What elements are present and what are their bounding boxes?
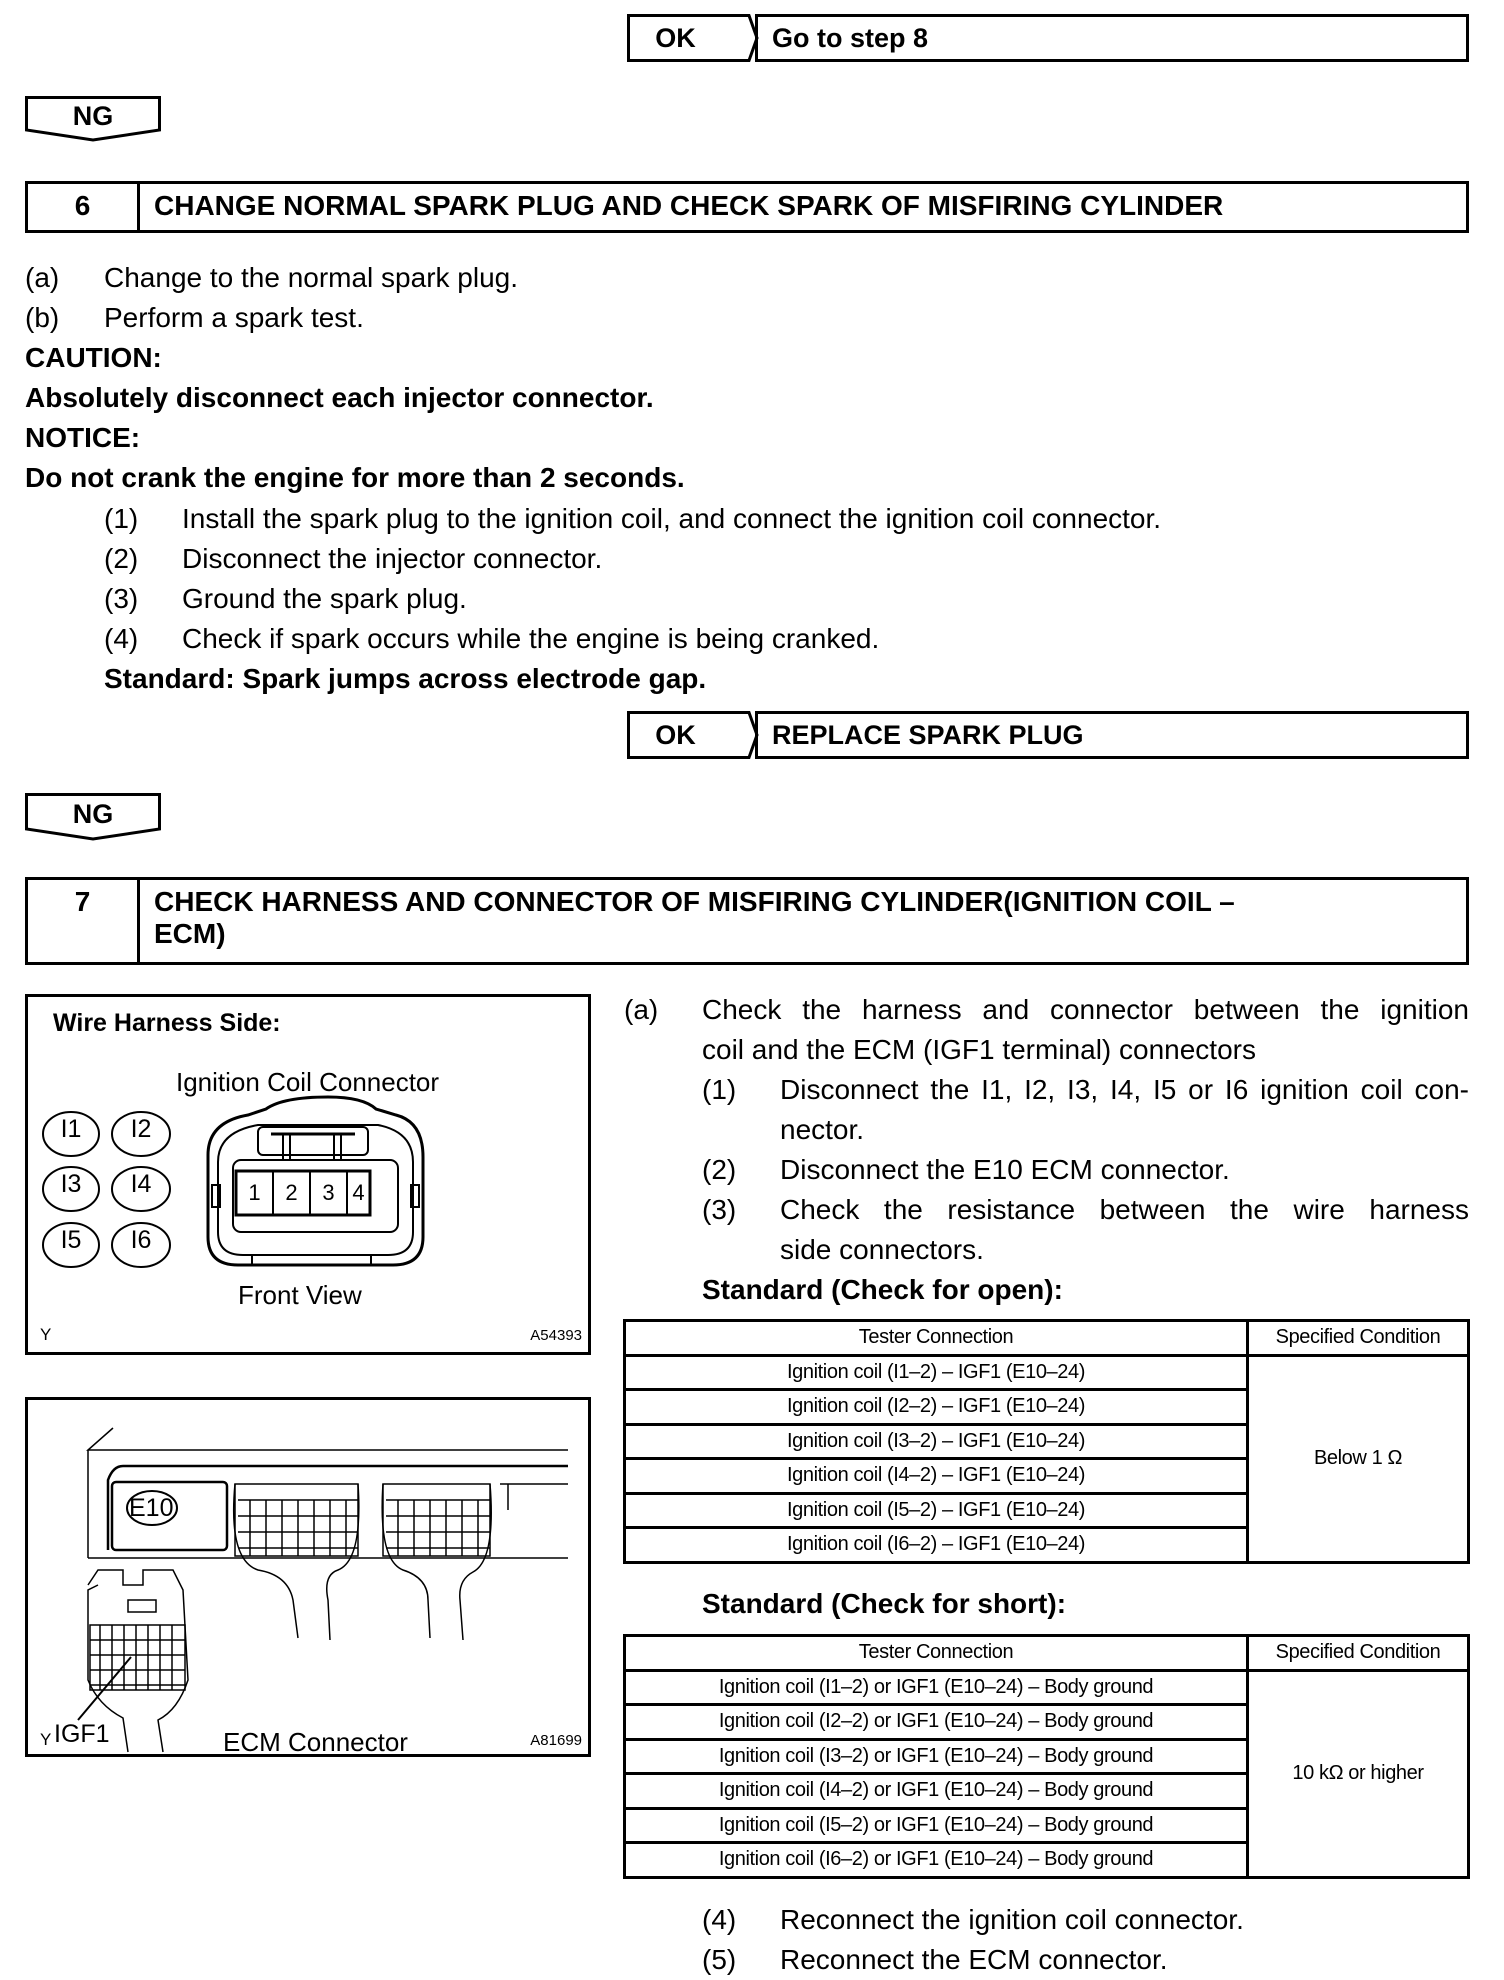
standard-text: Standard: Spark jumps across electrode gap. bbox=[104, 663, 707, 694]
table-header-row bbox=[625, 1636, 1469, 1671]
figure-id: A54393 bbox=[530, 1327, 582, 1344]
ecm-connector-drawing bbox=[28, 1400, 588, 1754]
ng-tab bbox=[25, 793, 161, 846]
coil-label-i4: I4 bbox=[130, 1170, 152, 1198]
substep-label: (4) bbox=[702, 1904, 737, 1935]
table-cell: Ignition coil (I6–2) – IGF1 (E10–24) bbox=[625, 1528, 1248, 1563]
open-standard-title: Standard (Check for open): bbox=[702, 1274, 1063, 1305]
corner-label: Y bbox=[40, 1730, 52, 1749]
substep-text: Check the resistance between the wire harness bbox=[780, 1194, 1469, 1225]
substep-text: Disconnect the injector connector. bbox=[182, 543, 603, 574]
table-header-row bbox=[625, 1321, 1469, 1356]
substep-label: (2) bbox=[104, 543, 139, 574]
substep-label: (5) bbox=[702, 1944, 737, 1975]
substep-label: (1) bbox=[104, 503, 139, 534]
table-cell: Ignition coil (I6–2) or IGF1 (E10–24) – Body ground bbox=[625, 1843, 1248, 1878]
item-label: (a) bbox=[624, 994, 659, 1025]
substep-label: (1) bbox=[702, 1074, 737, 1105]
figure-caption: ECM Connector bbox=[223, 1727, 408, 1757]
table-cell: Ignition coil (I4–2) or IGF1 (E10–24) – Body ground bbox=[625, 1774, 1248, 1809]
item-text: coil and the ECM (IGF1 terminal) connectors bbox=[702, 1034, 1256, 1065]
ok-target: Go to step 8 bbox=[755, 14, 1469, 62]
step-7-header bbox=[25, 877, 1469, 965]
step-number: 7 bbox=[28, 880, 140, 962]
table-cell: Ignition coil (I1–2) or IGF1 (E10–24) – Body ground bbox=[625, 1670, 1248, 1705]
substep-text: Reconnect the ignition coil connector. bbox=[780, 1904, 1244, 1935]
pin-label: 2 bbox=[285, 1180, 298, 1205]
short-standard-title: Standard (Check for short): bbox=[702, 1588, 1067, 1619]
arrow-right-icon bbox=[719, 14, 759, 62]
step-title-line: CHECK HARNESS AND CONNECTOR OF MISFIRING CYLINDER(IGNITION COIL – bbox=[154, 886, 1235, 917]
table-cell: Ignition coil (I3–2) – IGF1 (E10–24) bbox=[625, 1424, 1248, 1459]
condition-cell: Below 1 Ω bbox=[1248, 1355, 1469, 1562]
table-row bbox=[625, 1355, 1469, 1390]
item-label: (a) bbox=[25, 262, 60, 293]
substep-text: Install the spark plug to the ignition coil, and connect the ignition coil connector. bbox=[182, 503, 1162, 534]
open-check-table bbox=[623, 1319, 1470, 1564]
view-label: Front View bbox=[238, 1280, 362, 1310]
caution-text: Absolutely disconnect each injector connector. bbox=[25, 382, 654, 413]
connector-label: Ignition Coil Connector bbox=[176, 1067, 440, 1097]
coil-label-i2: I2 bbox=[130, 1115, 152, 1143]
item-text: Perform a spark test. bbox=[104, 302, 364, 333]
figure-id: A81699 bbox=[530, 1732, 582, 1749]
substep-text: Reconnect the ECM connector. bbox=[780, 1944, 1168, 1975]
substep-text: Ground the spark plug. bbox=[182, 583, 467, 614]
step-number: 6 bbox=[28, 184, 140, 230]
table-cell: Ignition coil (I3–2) or IGF1 (E10–24) – Body ground bbox=[625, 1739, 1248, 1774]
caution-label: CAUTION: bbox=[25, 342, 162, 373]
pin-label: 3 bbox=[322, 1180, 335, 1205]
arrow-right-icon bbox=[719, 711, 759, 759]
condition-cell: 10 kΩ or higher bbox=[1248, 1670, 1469, 1877]
substep-text: Disconnect the I1, I2, I3, I4, I5 or I6 ignition coil con- bbox=[780, 1074, 1469, 1105]
substep-label: (3) bbox=[104, 583, 139, 614]
connector-code: E10 bbox=[129, 1494, 174, 1522]
step-title bbox=[140, 880, 1466, 962]
item-text: Check the harness and connector between the ignition bbox=[702, 994, 1469, 1025]
ng-tab bbox=[25, 96, 161, 147]
substep-text: Check if spark occurs while the engine is being cranked. bbox=[182, 623, 880, 654]
header-cell: Specified Condition bbox=[1248, 1636, 1469, 1671]
item-label: (b) bbox=[25, 302, 60, 333]
notice-label: NOTICE: bbox=[25, 422, 141, 453]
short-check-table bbox=[623, 1634, 1470, 1879]
coil-label-i3: I3 bbox=[60, 1170, 82, 1198]
table-cell: Ignition coil (I5–2) – IGF1 (E10–24) bbox=[625, 1493, 1248, 1528]
table-row bbox=[625, 1670, 1469, 1705]
pin-label: 4 bbox=[352, 1180, 365, 1205]
table-cell: Ignition coil (I4–2) – IGF1 (E10–24) bbox=[625, 1459, 1248, 1494]
ng-label: NG bbox=[72, 799, 114, 829]
substep-label: (4) bbox=[104, 623, 139, 654]
coil-label-i6: I6 bbox=[130, 1226, 152, 1254]
table-cell: Ignition coil (I2–2) or IGF1 (E10–24) – Body ground bbox=[625, 1705, 1248, 1740]
header-cell: Tester Connection bbox=[625, 1321, 1248, 1356]
header-cell: Tester Connection bbox=[625, 1636, 1248, 1671]
item-text: Change to the normal spark plug. bbox=[104, 262, 519, 293]
figure-heading: Wire Harness Side: bbox=[53, 1009, 281, 1037]
ok-target: REPLACE SPARK PLUG bbox=[755, 711, 1469, 759]
ng-label: NG bbox=[72, 101, 114, 131]
coil-label-i5: I5 bbox=[60, 1226, 82, 1254]
table-cell: Ignition coil (I5–2) or IGF1 (E10–24) – Body ground bbox=[625, 1808, 1248, 1843]
coil-label-i1: I1 bbox=[60, 1115, 82, 1143]
corner-label: Y bbox=[40, 1325, 52, 1344]
terminal-label: IGF1 bbox=[54, 1720, 110, 1748]
pin-label: 1 bbox=[248, 1180, 261, 1205]
wire-harness-figure bbox=[25, 994, 591, 1355]
header-cell: Specified Condition bbox=[1248, 1321, 1469, 1356]
step-title: CHANGE NORMAL SPARK PLUG AND CHECK SPARK OF MISFIRING CYLINDER bbox=[154, 190, 1224, 221]
ok-label: OK bbox=[627, 14, 721, 62]
substep-label: (2) bbox=[702, 1154, 737, 1185]
table-cell: Ignition coil (I1–2) – IGF1 (E10–24) bbox=[625, 1355, 1248, 1390]
substep-text: side connectors. bbox=[780, 1234, 984, 1265]
substep-text: nector. bbox=[780, 1114, 865, 1145]
notice-text: Do not crank the engine for more than 2 seconds. bbox=[25, 462, 685, 493]
substep-label: (3) bbox=[702, 1194, 737, 1225]
step-6-header bbox=[25, 181, 1469, 233]
ecm-connector-figure bbox=[25, 1397, 591, 1757]
ok-label: OK bbox=[627, 711, 721, 759]
step-title-line: ECM) bbox=[154, 918, 226, 949]
substep-text: Disconnect the E10 ECM connector. bbox=[780, 1154, 1230, 1185]
table-cell: Ignition coil (I2–2) – IGF1 (E10–24) bbox=[625, 1390, 1248, 1425]
